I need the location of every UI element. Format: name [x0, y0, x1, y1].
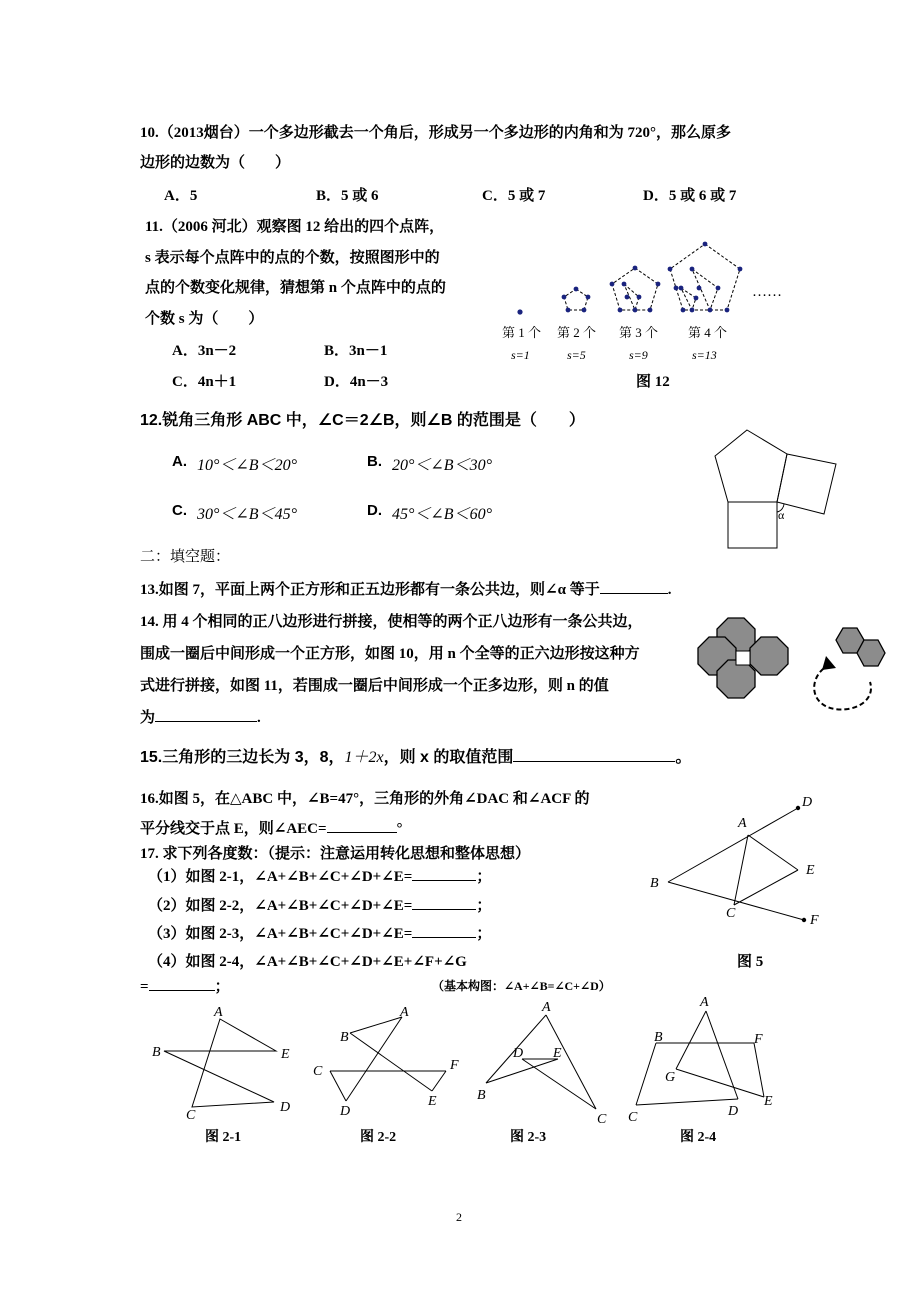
figure-2-2-caption: 图 2-2 — [360, 1130, 397, 1145]
q11-line3: 点的个数变化规律，猜想第 n 个点阵中的点的 — [145, 280, 446, 296]
q12-option-a-key: A. — [172, 453, 187, 470]
q12-stem: 12.锐角三角形 ABC 中，∠C＝2∠B，则∠B 的范围是（ ） — [140, 412, 585, 429]
figure-12-label-4: 第 4 个 — [688, 325, 728, 340]
q17-item-1-text: （1）如图 2-1，∠A+∠B+∠C+∠D+∠E= — [148, 869, 413, 885]
figure-12-count-2: s=5 — [567, 348, 586, 362]
q14-line4-text: 为 — [140, 710, 156, 726]
q17-item-2-blank[interactable] — [412, 895, 476, 910]
q11-option-c: C．4n＋1 — [172, 374, 237, 390]
figure-2-4-caption: 图 2-4 — [680, 1130, 717, 1145]
q17-item-1-semicolon: ； — [476, 869, 492, 885]
q17-item-4-semicolon: ； — [214, 979, 230, 995]
figure-7-pentagon-squares — [706, 424, 846, 554]
figure-5-label-f: F — [810, 913, 819, 928]
figure-2-1-label-e: E — [281, 1047, 290, 1062]
figure-12-label-3: 第 3 个 — [619, 325, 659, 340]
q10-option-c: C．5 或 7 — [482, 188, 546, 204]
figure-2-3-label-e: E — [553, 1046, 562, 1061]
q17-stem: 17. 求下列各度数：（提示：注意运用转化思想和整体思想） — [140, 846, 531, 862]
figure-2-1-label-b: B — [152, 1045, 161, 1060]
figure-2-4 — [626, 1005, 786, 1115]
q10-line1: 10.（2013烟台）一个多边形截去一个角后，形成另一个多边形的内角和为 720°，那么原多 — [140, 125, 732, 141]
figure-2-4-label-a: A — [700, 995, 709, 1010]
q12-option-c-key: C. — [172, 502, 187, 519]
q11-option-b: B．3n－1 — [324, 343, 388, 359]
figure-2-3-label-a: A — [542, 1000, 551, 1015]
figure-12-count-3: s=9 — [629, 348, 648, 362]
q12-option-d-key: D. — [367, 502, 382, 519]
figure-2-2-label-c: C — [313, 1064, 323, 1079]
q14-line2: 围成一圈后中间形成一个正方形，如图 10，用 n 个全等的正六边形按这种方 — [140, 646, 640, 662]
figure-5-label-b: B — [650, 876, 659, 891]
figure-5-label-a: A — [738, 816, 747, 831]
figure-2-4-label-g: G — [665, 1070, 676, 1085]
q17-item-3-semicolon: ； — [476, 926, 492, 942]
figure-2-3-caption: 图 2-3 — [510, 1130, 547, 1145]
figure-12-count-4: s=13 — [692, 348, 717, 362]
figure-2-2-label-b: B — [340, 1030, 349, 1045]
q17-item-1 — [148, 865, 491, 886]
q15-expression: 1＋2x — [344, 749, 384, 766]
q11-option-d: D．4n－3 — [324, 374, 389, 390]
q17-item-4-blank[interactable] — [149, 976, 215, 991]
q11-line1: 11.（2006 河北）观察图 12 给出的四个点阵， — [145, 219, 445, 235]
figure-2-3 — [476, 1005, 616, 1115]
figure-12-count-1: s=1 — [511, 348, 530, 362]
figure-2-4-label-e: E — [764, 1094, 773, 1109]
q10-line2: 边形的边数为（ ） — [140, 155, 291, 171]
figure-2-4-label-c: C — [628, 1110, 638, 1125]
figure-2-2-label-e: E — [428, 1094, 437, 1109]
q13-stem: 13.如图 7，平面上两个正方形和正五边形都有一条公共边，则∠α 等于 — [140, 582, 600, 598]
q15-end: 。 — [675, 749, 692, 766]
section-2-heading: 二：填空题： — [140, 549, 231, 565]
figure-2-4-label-f: F — [754, 1032, 763, 1047]
figure-12-label-2: 第 2 个 — [557, 325, 597, 340]
q17-item-2-semicolon: ； — [476, 898, 492, 914]
figure-5-caption: 图 5 — [737, 954, 764, 970]
q10-option-b: B．5 或 6 — [316, 188, 379, 204]
q12-option-a-text: 10°＜∠B＜20° — [197, 457, 297, 474]
q16-line2 — [140, 817, 403, 838]
q13-answer-blank[interactable] — [600, 579, 668, 594]
q17-item-2-text: （2）如图 2-2，∠A+∠B+∠C+∠D+∠E= — [148, 898, 413, 914]
figure-2-1-star — [150, 1005, 300, 1125]
q12-option-c-text: 30°＜∠B＜45° — [197, 506, 297, 523]
figure-12-label-1: 第 1 个 — [502, 325, 542, 340]
q17-note: （基本构图：∠A+∠B=∠C+∠D） — [432, 979, 611, 993]
q14-line3: 式进行拼接，如图 11，若围成一圈后中间形成一个正多边形，则 n 的值 — [140, 678, 609, 694]
q10-option-d: D．5 或 6 或 7 — [643, 188, 737, 204]
q12-option-d-text: 45°＜∠B＜60° — [392, 506, 492, 523]
q15-pre: 15.三角形的三边长为 3，8， — [140, 749, 345, 766]
figure-2-4-label-d: D — [728, 1104, 739, 1119]
q13-text: 13.如图 7，平面上两个正方形和正五边形都有一条公共边，则∠α 等于 . — [140, 578, 671, 599]
figure-5-label-d: D — [802, 795, 813, 810]
figure-2-2 — [310, 1005, 470, 1115]
figure-12-ellipsis: …… — [752, 284, 782, 300]
q17-item-2 — [148, 894, 491, 915]
figure-2-3-label-c: C — [597, 1112, 607, 1127]
figure-7-alpha: α — [778, 508, 785, 522]
q11-option-a: A．3n－2 — [172, 343, 237, 359]
q14-line1: 14. 用 4 个相同的正八边形进行拼接，使相等的两个正八边形有一条公共边， — [140, 614, 643, 630]
q17-item-1-blank[interactable] — [412, 866, 476, 881]
q16-answer-blank[interactable] — [327, 818, 397, 833]
q15-text — [140, 744, 691, 767]
q10-option-a: A．5 — [164, 188, 198, 204]
figure-10-11-octagons-hexagons — [698, 616, 898, 716]
figure-12-caption: 图 12 — [636, 374, 670, 390]
q12-option-b-text: 20°＜∠B＜30° — [392, 457, 492, 474]
q11-line4: 个数 s 为（ ） — [145, 311, 264, 327]
q16-line2-text: 平分线交于点 E，则∠AEC= — [140, 821, 327, 837]
q14-answer-blank[interactable] — [155, 707, 257, 722]
q11-line2: s 表示每个点阵中的点的个数，按照图形中的 — [145, 250, 440, 266]
figure-2-2-label-f: F — [450, 1058, 459, 1073]
q15-answer-blank[interactable] — [513, 746, 675, 762]
figure-2-2-label-a: A — [400, 1005, 409, 1020]
q12-option-b-key: B. — [367, 453, 382, 470]
figure-2-3-label-b: B — [477, 1088, 486, 1103]
figure-2-1-caption: 图 2-1 — [205, 1130, 242, 1145]
q17-item-4-equals: = — [140, 979, 149, 995]
q17-item-3-blank[interactable] — [412, 923, 476, 938]
q17-item-4-tail — [140, 975, 230, 996]
figure-2-4-label-b: B — [654, 1030, 663, 1045]
q17-item-3-text: （3）如图 2-3，∠A+∠B+∠C+∠D+∠E= — [148, 926, 413, 942]
q17-item-3 — [148, 922, 491, 943]
q16-end: ° — [396, 821, 403, 837]
q17-item-4: （4）如图 2-4，∠A+∠B+∠C+∠D+∠E+∠F+∠G — [148, 954, 467, 970]
figure-2-1-label-a: A — [214, 1005, 223, 1020]
q16-line1: 16.如图 5，在△ABC 中，∠B=47°，三角形的外角∠DAC 和∠ACF 的 — [140, 791, 590, 807]
figure-5-label-c: C — [726, 906, 736, 921]
figure-2-1-label-d: D — [280, 1100, 291, 1115]
figure-5-label-e: E — [806, 863, 815, 878]
q15-post: ，则 x 的取值范围 — [383, 749, 514, 766]
figure-2-1-label-c: C — [186, 1108, 196, 1123]
q14-line4: 为 . — [140, 706, 261, 727]
figure-2-3-label-d: D — [513, 1046, 524, 1061]
page-number: 2 — [456, 1210, 462, 1224]
figure-2-2-label-d: D — [340, 1104, 351, 1119]
